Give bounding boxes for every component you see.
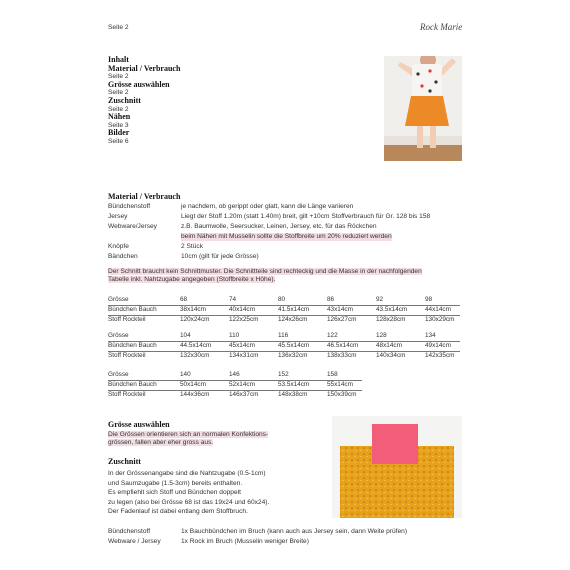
table-header-cell: 110	[229, 332, 240, 339]
table-row	[108, 352, 458, 360]
table-header-cell: 74	[229, 296, 237, 303]
table-cell: 136x32cm	[278, 352, 308, 359]
toc-item-page: Seite 2	[108, 105, 129, 113]
table-cell: 52x14cm	[229, 381, 255, 388]
table-header-cell: 92	[376, 296, 384, 303]
table-header-cell: 134	[425, 332, 436, 339]
toc-item-page: Seite 3	[108, 121, 129, 129]
cut-text: 1x Bauchbündchen im Bruch (kann auch aus Jersey sein, dann Weite prüfen)	[181, 528, 408, 535]
table-cell: Stoff Rockteil	[108, 316, 146, 323]
table-header-cell: 68	[180, 296, 188, 303]
table-row	[108, 391, 362, 399]
groesse-line: grössen, fallen aber eher gross aus.	[108, 438, 214, 446]
table-header-cell: 80	[278, 296, 286, 303]
table-header-row	[108, 371, 362, 379]
table-header-cell: 104	[180, 332, 191, 339]
table-cell: 120x24cm	[180, 316, 210, 323]
zuschnitt-line: Es empfiehlt sich Stoff und Bündchen doppelt	[108, 489, 241, 497]
table-header-cell: Grösse	[108, 371, 129, 378]
toc-item-title[interactable]: Nähen	[108, 112, 131, 122]
material-label: Jersey	[108, 213, 128, 220]
toc-item-title[interactable]: Grösse auswählen	[108, 79, 170, 89]
zuschnitt-line: Der Fadenlauf ist dabei entlang dem Stoffbruch.	[108, 508, 248, 516]
table-header-cell: 86	[327, 296, 335, 303]
table-header-cell: 128	[376, 332, 387, 339]
table-cell: Bündchen Bauch	[108, 381, 157, 388]
material-text: z.B. Baumwolle, Seersucker, Leinen, Jersey, etc. für das Röckchen	[181, 223, 377, 230]
table-cell: 44x14cm	[425, 306, 451, 313]
material-label: Knöpfe	[108, 243, 129, 250]
cut-label: Webware / Jersey	[108, 538, 161, 545]
table-header-cell: 152	[278, 371, 289, 378]
table-cell: 134x31cm	[229, 352, 259, 359]
table-cell: 44.5x14cm	[180, 342, 212, 349]
groesse-line: Die Grössen orientieren sich an normalen Konfektions-	[108, 431, 269, 438]
cut-text: 1x Rock im Bruch (Musselin weniger Breite)	[181, 538, 309, 545]
brand-logo: Rock Marie	[420, 22, 463, 32]
table-cell: 53.5x14cm	[278, 381, 310, 388]
table-cell: 45.5x14cm	[278, 342, 310, 349]
material-text-highlight: beim Nähen mit Musselin sollte die Stoffbreite um 20% reduziert werden	[181, 233, 392, 240]
table-cell: 40x14cm	[229, 306, 255, 313]
table-row	[108, 306, 458, 314]
material-row	[108, 213, 468, 223]
table-cell: 132x30cm	[180, 352, 210, 359]
table-row	[108, 316, 458, 324]
table-of-contents	[108, 56, 308, 146]
table-cell: 43.5x14cm	[376, 306, 408, 313]
material-label: Bändchen	[108, 253, 138, 260]
table-cell: Bündchen Bauch	[108, 342, 157, 349]
cut-label: Bündchenstoff	[108, 528, 151, 535]
table-cell: 150x39cm	[327, 391, 357, 398]
table-row	[108, 381, 362, 389]
material-row	[108, 233, 468, 243]
material-label: Bündchenstoff	[108, 203, 151, 210]
table-cell: Stoff Rockteil	[108, 352, 146, 359]
table-cell: 140x34cm	[376, 352, 406, 359]
table-cell: 55x14cm	[327, 381, 353, 388]
cut-row	[108, 538, 468, 548]
material-row	[108, 203, 468, 213]
table-cell: 45x14cm	[229, 342, 255, 349]
toc-heading: Inhalt	[108, 55, 129, 64]
fabric-photo	[332, 416, 462, 518]
table-cell: 46.5x14cm	[327, 342, 359, 349]
table-cell: 48x14cm	[376, 342, 402, 349]
table-cell: 43x14cm	[327, 306, 353, 313]
toc-item-page: Seite 6	[108, 137, 129, 145]
zuschnitt-line: und Saumzugabe (1.5-3cm) bereits enthalten.	[108, 479, 243, 487]
material-text: Liegt der Stoff 1.20m (statt 1.40m) breit, gilt +10cm Stoffverbrauch für Gr. 128 bis 158	[181, 213, 431, 220]
table-row	[108, 342, 458, 350]
material-row	[108, 253, 468, 263]
table-header-row	[108, 296, 458, 304]
table-cell: 38x14cm	[180, 306, 206, 313]
material-note	[108, 268, 468, 283]
table-header-cell: 98	[425, 296, 433, 303]
material-list	[108, 203, 468, 263]
toc-item-page: Seite 2	[108, 73, 129, 81]
table-cell: 144x36cm	[180, 391, 210, 398]
material-text: 10cm (gilt für jede Grösse)	[181, 253, 259, 260]
note-line: Tabelle inkl. Nahtzugabe angegeben (Stoffbreite x Höhe).	[108, 275, 276, 283]
page-number: Seite 2	[108, 24, 129, 31]
table-cell: Stoff Rockteil	[108, 391, 146, 398]
table-header-cell: 146	[229, 371, 240, 378]
table-cell: 41.5x14cm	[278, 306, 310, 313]
table-cell: 126x27cm	[327, 316, 357, 323]
toc-item-title[interactable]: Material / Verbrauch	[108, 63, 181, 73]
table-cell: 50x14cm	[180, 381, 206, 388]
toc-item-title[interactable]: Zuschnitt	[108, 95, 141, 105]
zuschnitt-line: zu legen (also bei Grösse 68 ist das 19x24 und 60x24).	[108, 498, 270, 506]
cut-row	[108, 528, 468, 538]
section-heading-material: Material / Verbrauch	[108, 192, 181, 201]
zuschnitt-line: In der Grössenangabe sind die Nahtzugabe (0.5-1cm)	[108, 470, 266, 477]
table-header-cell: Grösse	[108, 332, 129, 339]
table-cell: 146x37cm	[229, 391, 259, 398]
zuschnitt-text	[108, 469, 318, 517]
table-cell: 128x28cm	[376, 316, 406, 323]
table-header-cell: 122	[327, 332, 338, 339]
table-cell: 138x33cm	[327, 352, 357, 359]
table-header-cell: Grösse	[108, 296, 129, 303]
toc-item-title[interactable]: Bilder	[108, 128, 130, 138]
section-heading-groesse: Grösse auswählen	[108, 420, 170, 429]
skirt-photo	[384, 56, 462, 161]
table-cell: 49x14cm	[425, 342, 451, 349]
table-header-cell: 158	[327, 371, 338, 378]
table-header-cell: 116	[278, 332, 289, 339]
material-row	[108, 243, 468, 253]
cut-list	[108, 528, 468, 548]
table-header-row	[108, 332, 458, 340]
material-row	[108, 223, 468, 233]
table-cell: 122x25cm	[229, 316, 259, 323]
table-cell: 142x35cm	[425, 352, 455, 359]
table-cell: 148x38cm	[278, 391, 308, 398]
table-cell: Bündchen Bauch	[108, 306, 157, 313]
table-cell: 124x26cm	[278, 316, 308, 323]
table-header-cell: 140	[180, 371, 191, 378]
material-text: je nachdem, ob gerippt oder glatt, kann die Länge variieren	[181, 203, 354, 210]
material-text: 2 Stück	[181, 243, 203, 250]
material-label: Webware/Jersey	[108, 223, 157, 230]
groesse-text	[108, 431, 308, 446]
table-cell: 130x29cm	[425, 316, 455, 323]
toc-item-page: Seite 2	[108, 89, 129, 97]
section-heading-zuschnitt: Zuschnitt	[108, 457, 141, 466]
note-line: Der Schnitt braucht kein Schnittmuster. Die Schnittteile sind rechteckig und die Masse in der nachfolgenden	[108, 268, 422, 275]
